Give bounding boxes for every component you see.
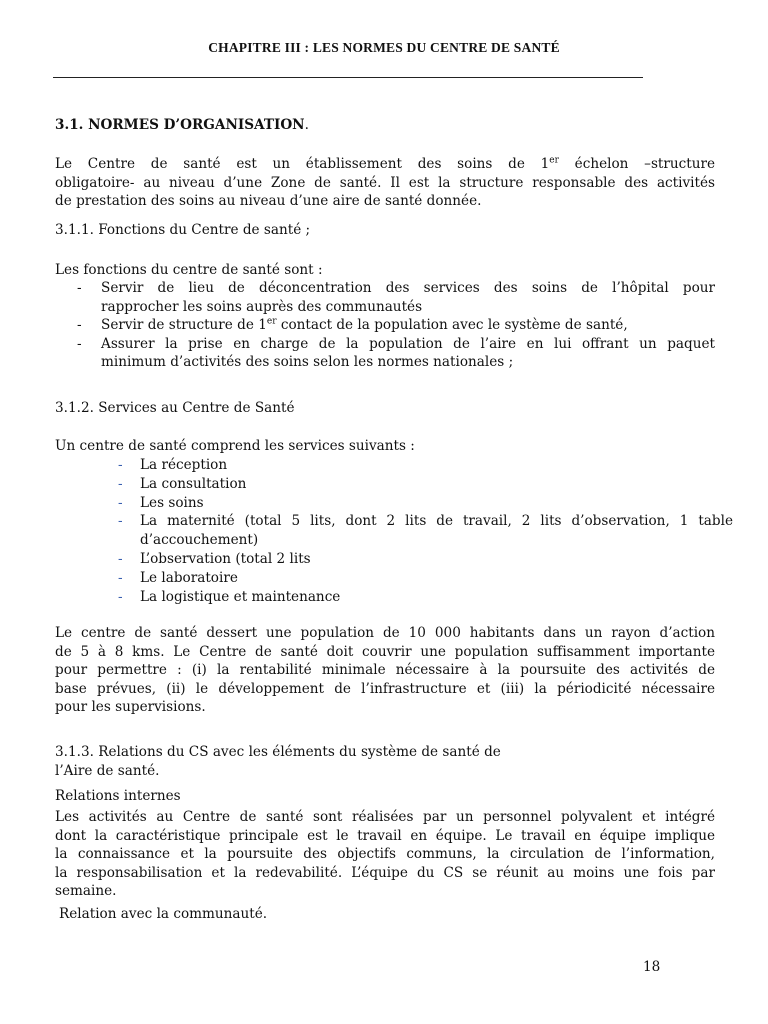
relations-line-2: dont la caractéristique principale est le travail en équipe. Le travail en équipe implique [55, 827, 715, 844]
service-soins: Les soins [140, 494, 204, 511]
function-2-b: contact de la population avec le système de santé, [276, 317, 628, 334]
list-item [118, 475, 733, 494]
relations-paragraph [55, 808, 715, 901]
relation-communaute-subheading: Relation avec la communauté. [59, 906, 268, 922]
list-item [118, 512, 733, 550]
function-2-a: Servir de structure de 1 [101, 317, 267, 334]
relations-line-3: la connaissance et la poursuite des objectifs communs, la circulation de l’information, [55, 846, 715, 863]
service-maternite-line-2: d’accouchement) [140, 532, 259, 549]
dash-bullet: - [118, 475, 123, 492]
relations-line-1: Les activités au Centre de santé sont réalisées par un personnel polyvalent et intégré [55, 809, 715, 825]
dash-bullet: - [118, 569, 123, 586]
dash-bullet: - [77, 335, 82, 352]
page-number: 18 [643, 959, 661, 975]
function-3-line-1: Assurer la prise en charge de la population de l’aire en lui offrant un paquet [101, 335, 715, 352]
section-3-1-heading: 3.1. NORMES D’ORGANISATION [55, 117, 305, 133]
intro-line-1 [55, 155, 715, 174]
services-list [118, 456, 733, 606]
dash-bullet: - [118, 550, 123, 567]
dash-bullet: - [118, 457, 123, 473]
list-item [118, 588, 733, 607]
dash-bullet: - [77, 317, 82, 334]
function-2-superscript: er [266, 316, 277, 327]
list-item [55, 279, 715, 316]
function-1-line-1: Servir de lieu de déconcentration des services des soins de l’hôpital pour [101, 280, 715, 296]
population-line-4: base prévues, (ii) le développement de l’infrastructure et (iii) la périodicité nécessaire [55, 680, 715, 697]
section-3-1-2-heading: 3.1.2. Services au Centre de Santé [55, 400, 295, 416]
functions-lead: Les fonctions du centre de santé sont : [55, 262, 323, 278]
section-3-1-heading-block [55, 116, 715, 135]
service-observation: L’observation (total 2 lits [140, 550, 311, 567]
population-line-1: Le centre de santé dessert une population de 10 000 habitants dans un rayon d’action [55, 625, 715, 641]
relations-line-5: semaine. [55, 883, 117, 900]
dash-bullet: - [77, 280, 82, 296]
service-laboratoire: Le laboratoire [140, 569, 238, 586]
function-3-line-2: minimum d’activités des soins selon les normes nationales ; [101, 354, 514, 371]
section-3-1-intro [55, 155, 715, 211]
relations-internes-subheading: Relations internes [55, 788, 181, 804]
function-2-line [101, 316, 715, 335]
list-item [118, 569, 733, 588]
list-item [55, 316, 715, 335]
relations-line-4: la responsabilisation et la redevabilité. L’équipe du CS se réunit au moins une fois par [55, 864, 715, 881]
section-3-1-3-heading-line-2: l’Aire de santé. [55, 762, 160, 779]
intro-superscript: er [549, 155, 559, 166]
service-reception: La réception [140, 457, 228, 473]
section-3-1-heading-suffix: . [304, 117, 309, 133]
title-underline [53, 77, 643, 78]
list-item [118, 456, 733, 475]
list-item [55, 335, 715, 372]
services-lead: Un centre de santé comprend les services suivants : [55, 438, 415, 454]
section-3-1-3-heading-line-1: 3.1.3. Relations du CS avec les éléments du système de santé de [55, 744, 501, 760]
service-consultation: La consultation [140, 475, 247, 492]
intro-line-3: de prestation des soins au niveau d’une aire de santé donnée. [55, 193, 482, 210]
population-line-5: pour les supervisions. [55, 699, 206, 716]
list-item [118, 550, 733, 569]
function-1-line-2: rapprocher les soins auprès des communautés [101, 298, 423, 315]
dash-bullet: - [118, 588, 123, 605]
section-3-1-3-heading [55, 743, 715, 780]
list-item [118, 494, 733, 513]
service-logistique: La logistique et maintenance [140, 588, 341, 605]
service-maternite-line-1: La maternité (total 5 lits, dont 2 lits de travail, 2 lits d’observation, 1 table [140, 513, 733, 530]
dash-bullet: - [118, 513, 123, 530]
intro-line-1-b: échelon –structure [558, 156, 716, 172]
chapter-title: CHAPITRE III : LES NORMES DU CENTRE DE SANTÉ [208, 40, 560, 55]
population-paragraph [55, 624, 715, 717]
functions-list [55, 279, 715, 372]
dash-bullet: - [118, 494, 123, 511]
intro-line-1-a: Le Centre de santé est un établissement des soins de 1 [55, 156, 550, 172]
population-line-2: de 5 à 8 kms. Le Centre de santé doit couvrir une population suffisamment importante [55, 643, 715, 660]
section-3-1-1-heading: 3.1.1. Fonctions du Centre de santé ; [55, 222, 311, 238]
intro-line-2: obligatoire- au niveau d’une Zone de santé. Il est la structure responsable des activités [55, 174, 715, 191]
population-line-3: pour permettre : (i) la rentabilité minimale nécessaire à la poursuite des activités de [55, 662, 715, 679]
